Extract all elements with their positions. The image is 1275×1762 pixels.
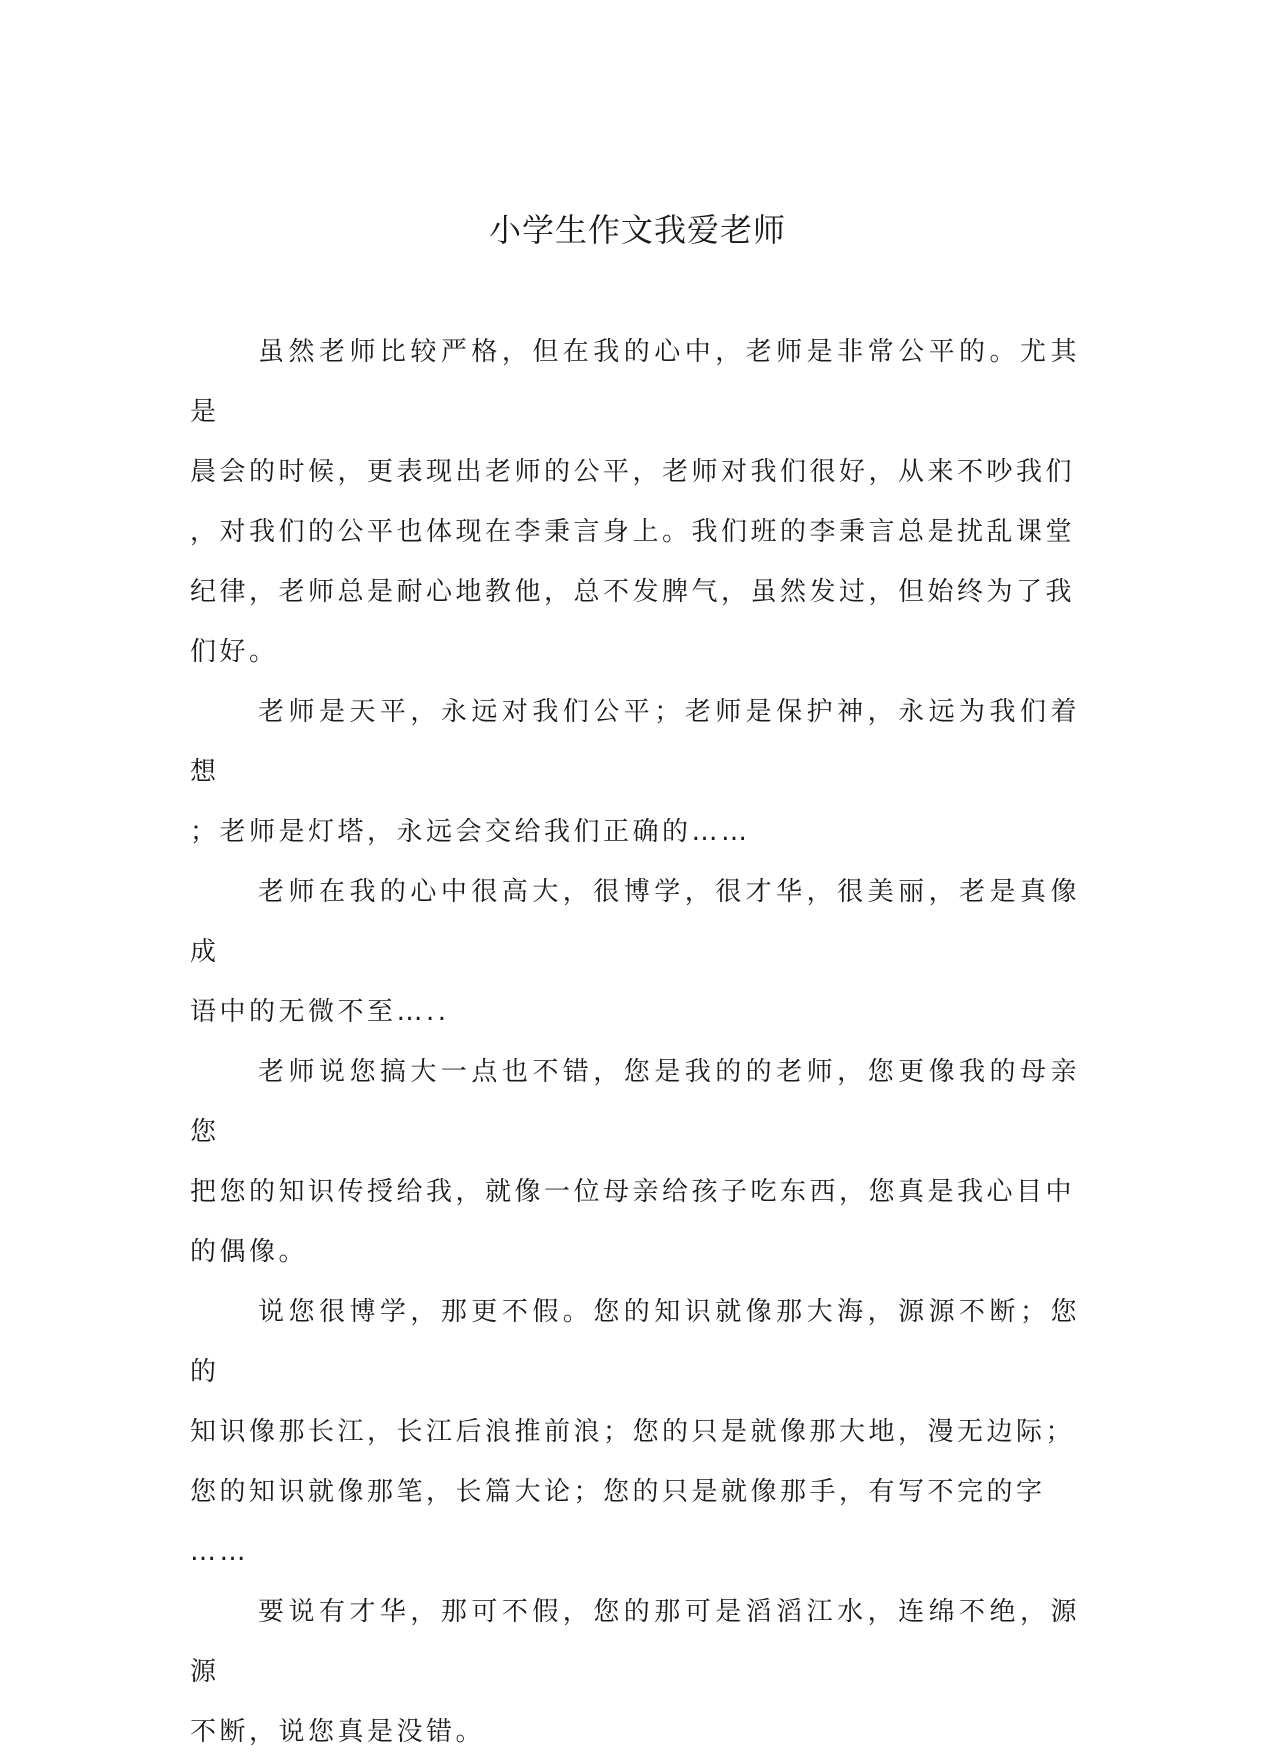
essay-body [190, 322, 1080, 1762]
paragraph-line: 要说有才华，那可不假，您的那可是滔滔江水，连绵不绝，源源 [190, 1597, 1080, 1687]
paragraph-line: 老师说您搞大一点也不错，您是我的的老师，您更像我的母亲您 [190, 1057, 1080, 1147]
paragraph-line: 语中的无微不至….. [190, 997, 450, 1027]
paragraph-line: ，对我们的公平也体现在李秉言身上。我们班的李秉言总是扰乱课堂 [190, 517, 1076, 547]
paragraph-line: 知识像那长江，长江后浪推前浪；您的只是就像那大地，漫无边际； [190, 1417, 1076, 1447]
document-title: 小学生作文我爱老师 [488, 211, 786, 249]
paragraph-5 [190, 1282, 1080, 1582]
paragraph-3 [190, 862, 1080, 1042]
paragraph-4 [190, 1042, 1080, 1282]
paragraph-line: 的偶像。 [190, 1237, 309, 1267]
paragraph-2 [190, 682, 1080, 862]
paragraph-line: …… [190, 1537, 249, 1567]
paragraph-line: 纪律，老师总是耐心地教他，总不发脾气，虽然发过，但始终为了我 [190, 577, 1076, 607]
paragraph-line: 晨会的时候，更表现出老师的公平，老师对我们很好，从来不吵我们 [190, 457, 1076, 487]
paragraph-line: 把您的知识传授给我，就像一位母亲给孩子吃东西，您真是我心目中 [190, 1177, 1076, 1207]
paragraph-line: 虽然老师比较严格，但在我的心中，老师是非常公平的。尤其是 [190, 337, 1080, 427]
paragraph-line: 说您很博学，那更不假。您的知识就像那大海，源源不断；您的 [190, 1297, 1080, 1387]
paragraph-line: 老师在我的心中很高大，很博学，很才华，很美丽，老是真像成 [190, 877, 1080, 967]
paragraph-line: ；老师是灯塔，永远会交给我们正确的…… [190, 817, 751, 847]
paragraph-6 [190, 1582, 1080, 1762]
paragraph-1 [190, 322, 1080, 682]
paragraph-line: 老师是天平，永远对我们公平；老师是保护神，永远为我们着想 [190, 697, 1080, 787]
paragraph-line: 不断，说您真是没错。 [190, 1717, 486, 1747]
paragraph-line: 们好。 [190, 637, 279, 667]
paragraph-line: 您的知识就像那笔，长篇大论；您的只是就像那手，有写不完的字 [190, 1477, 1046, 1507]
